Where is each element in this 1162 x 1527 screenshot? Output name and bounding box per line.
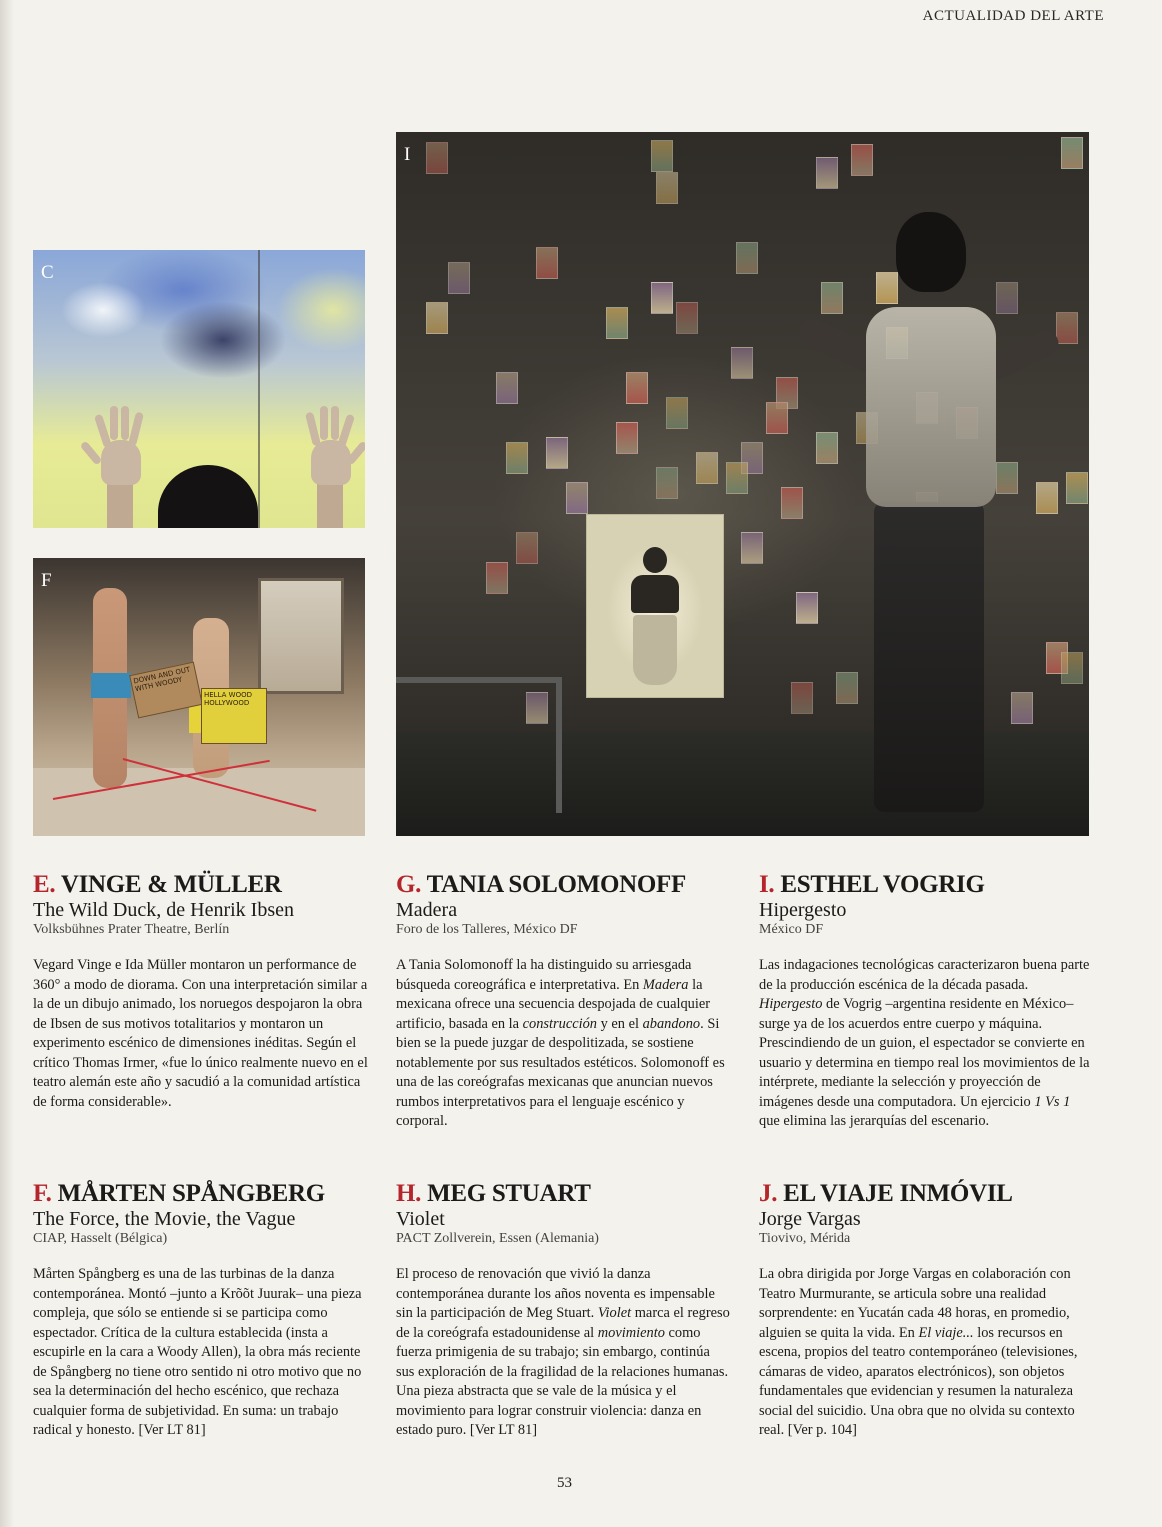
projected-image-card: [726, 462, 748, 494]
projected-image-card: [1036, 482, 1058, 514]
background-window: [258, 578, 344, 694]
projected-image-card: [651, 282, 673, 314]
glass-divider: [258, 250, 260, 528]
projected-image-card: [656, 172, 678, 204]
entry-body: Las indagaciones tecnológicas caracterizaron buena parte de la producción escénica de la década pasada. Hipergesto de Vogrig –argentina residente en México– surge ya de los acuerdos entre cuerpo y máquina. Prescindiendo de un guion, el espectador se convierte en usuario y determina en tiempo real los movimientos de la intérprete, mediante la selección y proyección de imágenes desde una computadora. Un ejercicio 1 Vs 1 que elimina las jerarquías del escenario.: [759, 957, 1090, 1129]
entry-work: Jorge Vargas: [759, 1208, 861, 1230]
projected-image-card: [1066, 472, 1088, 504]
projected-image-card: [1061, 652, 1083, 684]
projected-image-card: [741, 532, 763, 564]
photo-f-spangberg: [33, 558, 365, 836]
projected-image-card: [656, 467, 678, 499]
photo-label-f: F: [41, 570, 52, 591]
projected-image-card: [796, 592, 818, 624]
projected-image-card: [448, 262, 470, 294]
photo-label-i: I: [404, 144, 411, 165]
projected-image-card: [996, 282, 1018, 314]
section-header: ACTUALIDAD DEL ARTE: [922, 8, 1104, 24]
entry-body: El proceso de renovación que vivió la danza contemporánea durante los años noventa es impensable sin la participación de Meg Stuart. Violet marca el regreso de la coreógrafa estadounidense al movimiento como fuerza primigenia de su trabajo; sin embargo, continúa sus exploración de la fragilidad de la relaciones humanas. Una pieza abstracta que se vale de la música y el movimiento para lograr construir violencia: danza en estado puro. [Ver LT 81]: [396, 1266, 730, 1438]
entry-body: Mårten Spångberg es una de las turbinas de la danza contemporánea. Montó –junto a Krõõt Juurak– una pieza compleja, que sólo se entiende si se participa como espectador. Crítica de la cultura establecida (insta a escupirle en la cara a Woody Allen), la obra más reciente de Spångberg no tiene otro sentido ni otro motivo que no sea la determinación del hecho escénico, que rechaza cualquier forma de subjetividad. En suma: un trabajo radical y honesto. [Ver LT 81]: [33, 1266, 362, 1438]
projected-image-card: [651, 140, 673, 172]
projected-image-card: [1011, 692, 1033, 724]
right-hand: [303, 400, 363, 510]
entry-venue: CIAP, Hasselt (Bélgica): [33, 1231, 168, 1246]
entry-venue: Volksbühnes Prater Theatre, Berlín: [33, 922, 230, 937]
projected-image-card: [816, 432, 838, 464]
entry-body: A Tania Solomonoff la ha distinguido su arriesgada búsqueda coreográfica e interpretativa. En Madera la mexicana ofrece una secuencia despojada de cualquier artificio, basada en la construcción y en el abandono. Si bien se la puede juzgar de despolitizada, se sostiene notablemente por sus resultados estéticos. Solomonoff es una de las coreógrafas mexicanas que anuncian nuevos rumbos interpretativos para el lenguaje escénico y corporal.: [396, 957, 725, 1129]
entry-j: [759, 1181, 1094, 1441]
projected-image-card: [426, 142, 448, 174]
entry-h: [396, 1181, 731, 1441]
cardboard-sign-2: HELLA WOOD HOLLYWOOD: [201, 688, 267, 744]
entry-i: [759, 872, 1094, 1132]
entry-venue: Tiovivo, Mérida: [759, 1231, 851, 1246]
projected-portrait: [586, 514, 724, 698]
entry-g: [396, 872, 731, 1132]
projected-image-card: [616, 422, 638, 454]
projected-image-card: [836, 672, 858, 704]
projected-image-card: [851, 144, 873, 176]
dancer-torso: [866, 307, 996, 507]
cardboard-sign-1: DOWN AND OUT WITH WOODY: [129, 662, 203, 719]
entry-title: F. MÅRTEN SPÅNGBERG: [33, 1180, 325, 1207]
entry-work: The Force, the Movie, the Vague: [33, 1208, 296, 1230]
projected-image-card: [566, 482, 588, 514]
performer-left-costume: [91, 673, 131, 698]
projected-image-card: [506, 442, 528, 474]
projected-image-card: [1061, 137, 1083, 169]
projected-image-card: [496, 372, 518, 404]
projected-image-card: [1056, 312, 1078, 344]
projected-image-card: [876, 272, 898, 304]
entry-title: I. ESTHEL VOGRIG: [759, 871, 985, 898]
projected-image-card: [736, 242, 758, 274]
projected-image-card: [426, 302, 448, 334]
entry-body: La obra dirigida por Jorge Vargas en colaboración con Teatro Murmurante, se articula sobre una realidad sorprendente: en Yucatán cada 48 horas, en promedio, alguien se quita la vida. En El viaje... los recursos en escena, propios del teatro contemporáneo (televisiones, cámaras de video, aparatos electrónicos), son objetos fundamentales que evidencian y resumen la naturaleza social del suicidio. Una obra que no olvida su contexto real. [Ver p. 104]: [759, 1266, 1078, 1438]
page-gutter-shadow: [0, 0, 14, 1527]
projected-image-card: [781, 487, 803, 519]
dancer-head: [896, 212, 966, 292]
entry-work: Madera: [396, 899, 458, 921]
silhouette-head: [158, 465, 258, 528]
left-hand: [93, 400, 153, 510]
projected-image-card: [816, 157, 838, 189]
page-number: 53: [557, 1475, 572, 1491]
entry-title: E. VINGE & MÜLLER: [33, 871, 282, 898]
entry-venue: Foro de los Talleres, México DF: [396, 922, 578, 937]
projected-image-card: [666, 397, 688, 429]
photo-label-c: C: [41, 262, 54, 283]
entry-body: Vegard Vinge e Ida Müller montaron un performance de 360° a modo de diorama. Con una interpretación similar a la de un dibujo animado, los noruegos despojaron la obra de Ibsen de sus motivos totalitarios y montaron un experimento escénico de dimensiones inéditas. Según el crítico Thomas Irmer, «fue lo único realmente nuevo en el teatro alemán este año y sacudió a la comunidad artística de forma considerable».: [33, 957, 368, 1110]
entry-e: [33, 872, 368, 1112]
entry-work: Hipergesto: [759, 899, 847, 921]
entry-venue: México DF: [759, 922, 824, 937]
entry-title: J. EL VIAJE INMÓVIL: [759, 1180, 1013, 1207]
entry-work: Violet: [396, 1208, 445, 1230]
photo-c-vinge-muller: [33, 250, 365, 528]
projected-image-card: [791, 682, 813, 714]
projected-image-card: [821, 282, 843, 314]
projected-image-card: [626, 372, 648, 404]
projected-image-card: [996, 462, 1018, 494]
projected-image-card: [486, 562, 508, 594]
projected-image-card: [676, 302, 698, 334]
projected-image-card: [536, 247, 558, 279]
projected-image-card: [526, 692, 548, 724]
projected-image-card: [516, 532, 538, 564]
entry-f: [33, 1181, 368, 1441]
projected-image-card: [766, 402, 788, 434]
projected-image-card: [696, 452, 718, 484]
projected-image-card: [606, 307, 628, 339]
entry-venue: PACT Zollverein, Essen (Alemania): [396, 1231, 599, 1246]
dancer-legs: [874, 502, 984, 812]
entry-title: H. MEG STUART: [396, 1180, 591, 1207]
projected-image-card: [546, 437, 568, 469]
projected-image-card: [731, 347, 753, 379]
entry-work: The Wild Duck, de Henrik Ibsen: [33, 899, 294, 921]
photo-i-vogrig: [396, 132, 1089, 836]
entry-title: G. TANIA SOLOMONOFF: [396, 871, 686, 898]
